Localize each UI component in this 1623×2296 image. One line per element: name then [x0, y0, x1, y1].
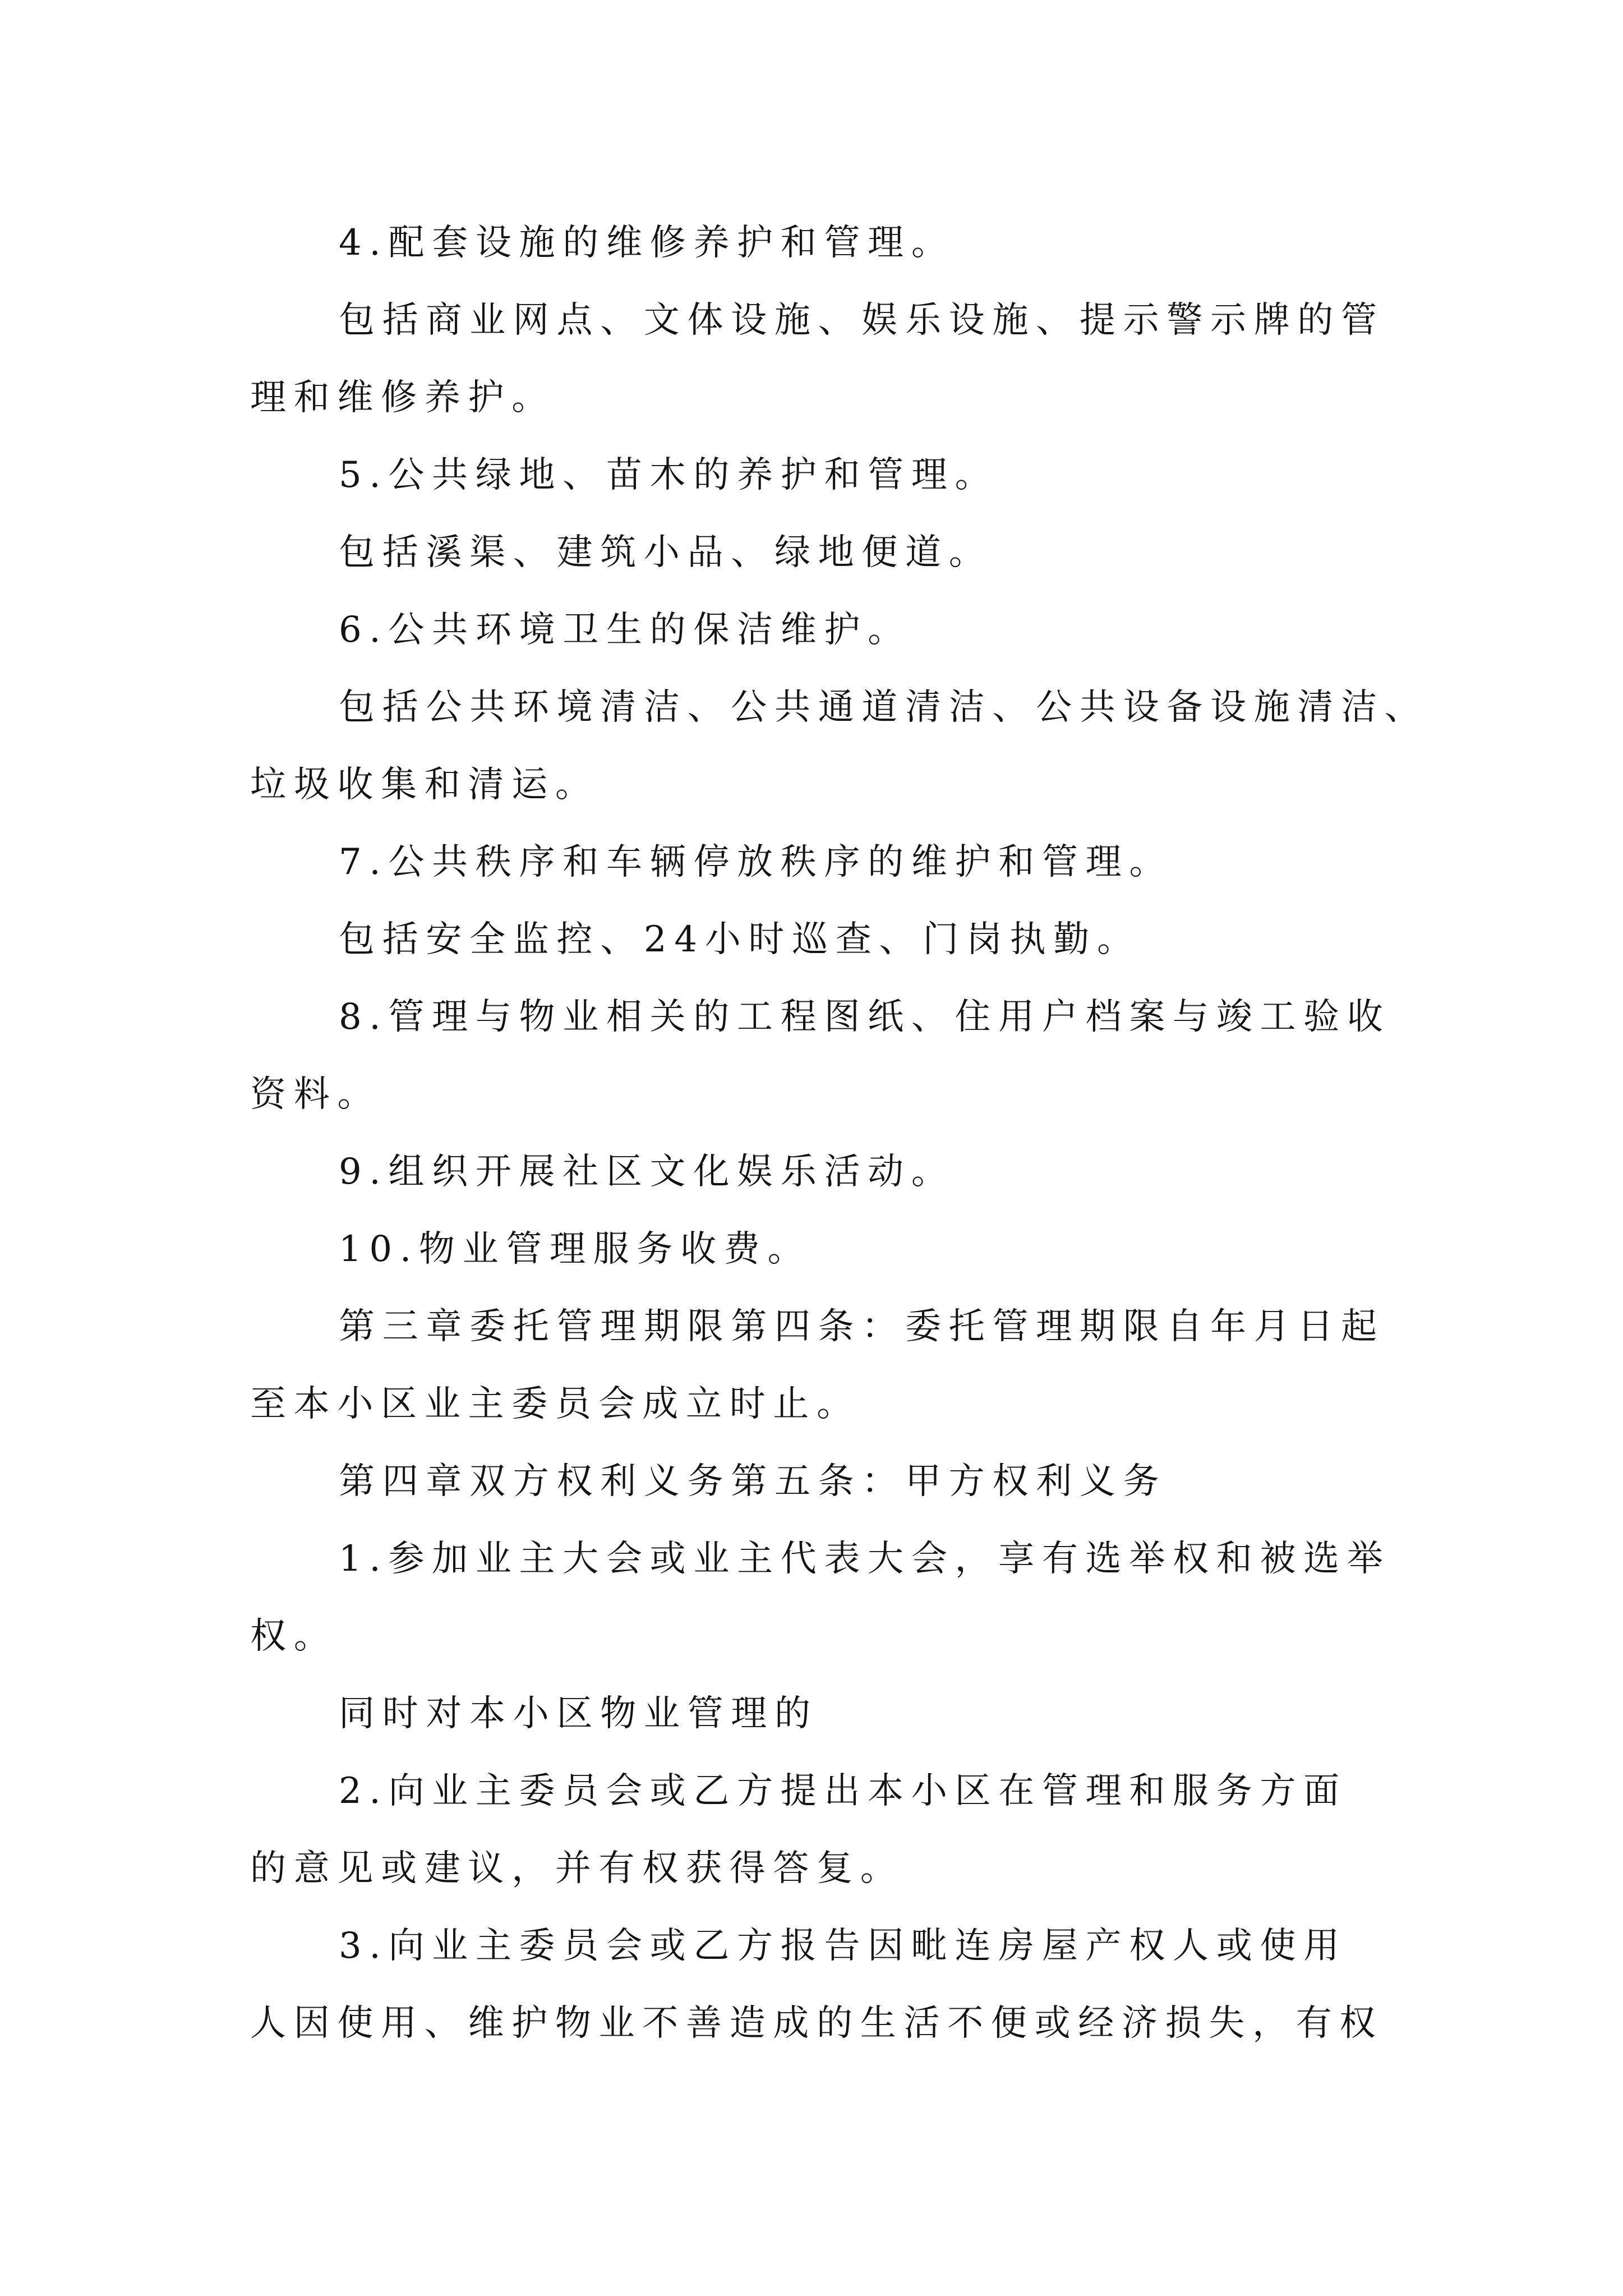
text-line: 资料。 [250, 1074, 381, 1115]
text-line: 6.公共环境卫生的保洁维护。 [339, 609, 911, 651]
paragraph-item-6 [250, 591, 1428, 669]
text-line: 同时对本小区物业管理的 [339, 1693, 818, 1734]
text-line: 第三章委托管理期限第四条：委托管理期限自年月日起 [339, 1306, 1385, 1347]
text-line: 权。 [250, 1616, 338, 1657]
text-line: 包括安全监控、24小时巡查、门岗执勤。 [339, 919, 1141, 960]
text-line: 至本小区业主委员会成立时止。 [250, 1383, 860, 1425]
paragraph-right-3 [250, 1907, 1428, 2062]
paragraph-chapter-3 [250, 1288, 1428, 1443]
text-line: 4.配套设施的维修养护和管理。 [339, 222, 955, 264]
paragraph-item-5-detail [250, 514, 1428, 591]
text-line: 10.物业管理服务收费。 [339, 1228, 811, 1270]
text-line: 1.参加业主大会或业主代表大会，享有选举权和被选举 [339, 1538, 1391, 1580]
paragraph-chapter-4 [250, 1443, 1428, 1520]
paragraph-item-4 [250, 204, 1428, 282]
text-line: 垃圾收集和清运。 [250, 764, 599, 806]
paragraph-item-9 [250, 1133, 1428, 1211]
text-line: 2.向业主委员会或乙方提出本小区在管理和服务方面 [339, 1770, 1347, 1812]
paragraph-right-1-continued [250, 1675, 1428, 1752]
text-line: 8.管理与物业相关的工程图纸、住用户档案与竣工验收 [339, 996, 1391, 1038]
text-line: 包括公共环境清洁、公共通道清洁、公共设备设施清洁、 [339, 687, 1428, 728]
text-line: 理和维修养护。 [250, 377, 555, 418]
paragraph-item-7-detail [250, 901, 1428, 978]
paragraph-right-1 [250, 1520, 1428, 1675]
text-line: 9.组织开展社区文化娱乐活动。 [339, 1151, 955, 1193]
text-line: 人因使用、维护物业不善造成的生活不便或经济损失，有权 [250, 2003, 1384, 2044]
document-page [250, 204, 1428, 2062]
text-line: 的意见或建议，并有权获得答复。 [250, 1848, 904, 1889]
paragraph-right-2 [250, 1752, 1428, 1907]
paragraph-item-6-detail [250, 669, 1428, 823]
text-line: 3.向业主委员会或乙方报告因毗连房屋产权人或使用 [339, 1925, 1347, 1967]
paragraph-item-4-detail [250, 282, 1428, 436]
text-line: 5.公共绿地、苗木的养护和管理。 [339, 454, 999, 496]
paragraph-item-10 [250, 1211, 1428, 1288]
text-line: 包括商业网点、文体设施、娱乐设施、提示警示牌的管 [339, 300, 1385, 341]
paragraph-item-8 [250, 978, 1428, 1133]
text-line: 第四章双方权利义务第五条：甲方权利义务 [339, 1461, 1167, 1502]
text-line: 7.公共秩序和车辆停放秩序的维护和管理。 [339, 841, 1173, 883]
paragraph-item-7 [250, 823, 1428, 901]
paragraph-item-5 [250, 436, 1428, 514]
text-line: 包括溪渠、建筑小品、绿地便道。 [339, 532, 993, 573]
